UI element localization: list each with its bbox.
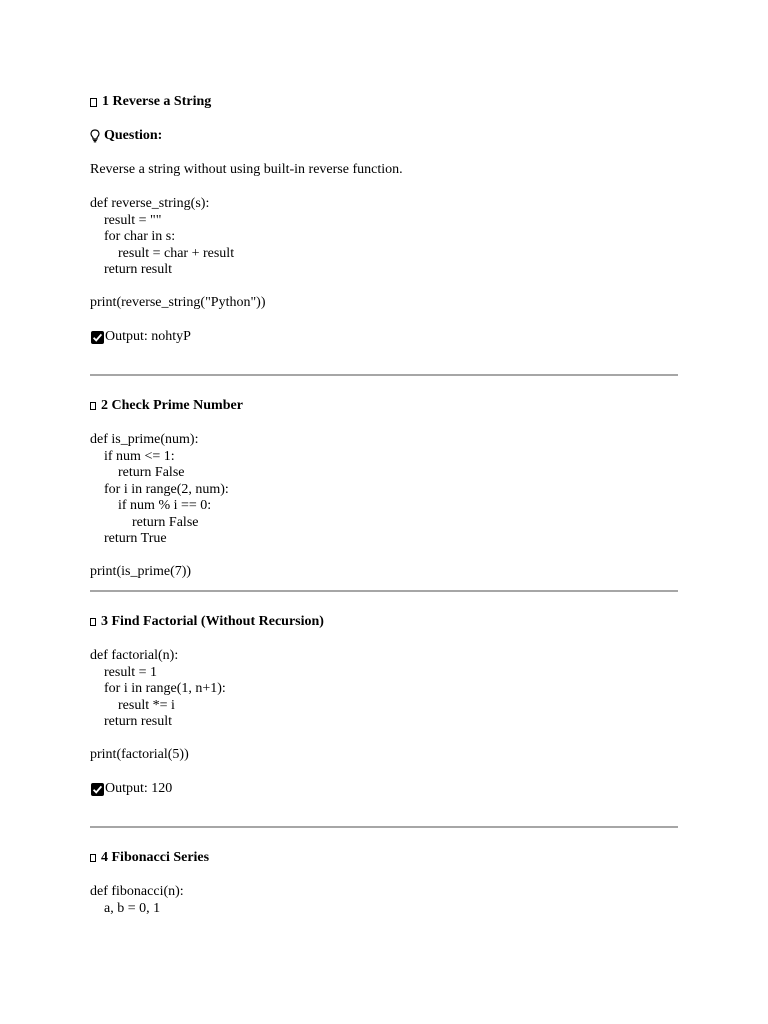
lightbulb-icon [90,129,100,143]
output-line-1 [91,329,191,345]
section-3-title: 3 Find Factorial (Without Recursion) [101,614,324,629]
checkmark-icon [91,331,104,344]
question-text: Reverse a string without using built-in reverse function. [90,162,403,177]
section-2-heading [90,398,243,414]
section-1-heading [90,94,211,110]
code-block-1: def reverse_string(s): result = "" for char in s: result = char + result return result print(reverse_string("Python")) [90,196,266,310]
keycap-icon [90,98,97,107]
keycap-icon [90,618,96,626]
section-4-heading [90,850,209,866]
question-heading [90,128,162,144]
code-block-3: def factorial(n): result = 1 for i in range(1, n+1): result *= i return result print(factorial(5)) [90,648,226,762]
keycap-icon [90,402,96,410]
output-text-1: Output: nohtyP [105,329,191,344]
checkmark-icon [91,783,104,796]
section-1-title: 1 Reverse a String [102,94,212,109]
section-divider [90,374,678,376]
code-block-2: def is_prime(num): if num <= 1: return False for i in range(2, num): if num % i == 0: return False return True print(is_prime(7)) [90,432,229,579]
section-4-title: 4 Fibonacci Series [101,850,210,865]
section-divider [90,590,678,592]
output-line-3 [91,781,172,797]
keycap-icon [90,854,96,862]
section-2-title: 2 Check Prime Number [101,398,243,413]
output-text-3: Output: 120 [105,781,173,796]
section-3-heading [90,614,324,630]
question-label: Question: [104,128,163,143]
code-block-4: def fibonacci(n): a, b = 0, 1 [90,884,184,916]
section-divider [90,826,678,828]
